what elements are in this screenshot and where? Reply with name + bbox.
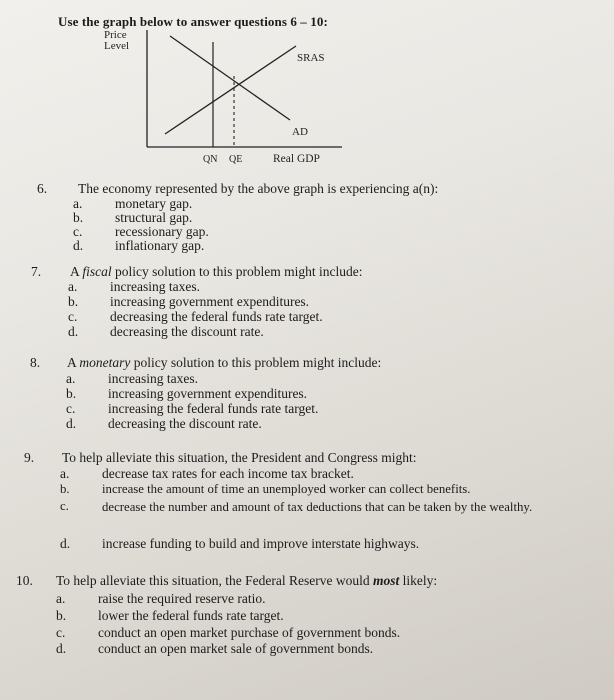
question-number: 8. bbox=[30, 355, 41, 370]
instructions-heading: Use the graph below to answer questions 6 – 10: bbox=[58, 14, 328, 29]
sras-curve bbox=[165, 46, 296, 134]
question-number: 7. bbox=[31, 264, 42, 279]
question-number: 6. bbox=[37, 181, 48, 196]
question-6: 6. The economy represented by the above graph is experiencing a(n): a. monetary gap. b. structural gap. c. recessionary gap. d. inflationary gap. bbox=[37, 181, 439, 253]
question-stem: To help alleviate this situation, the President and Congress might: bbox=[62, 450, 417, 465]
y-axis-label-price: Price bbox=[104, 29, 127, 41]
question-7: 7. A fiscal policy solution to this problem might include: a. increasing taxes. b. increasing government expenditures. c. decreasing the federal funds rate target. d. decreasing the discount rate. bbox=[31, 264, 363, 339]
ad-label: AD bbox=[292, 126, 308, 138]
question-8: 8. A monetary policy solution to this problem might include: a. increasing taxes. b. increasing government expenditures. c. increasing the federal funds rate target. d. decreasing the discount rate. bbox=[30, 355, 382, 431]
question-stem: A fiscal policy solution to this problem might include: bbox=[70, 264, 363, 279]
y-axis-label-level: Level bbox=[104, 40, 130, 52]
question-number: 10. bbox=[16, 573, 33, 588]
question-number: 9. bbox=[24, 450, 35, 465]
qn-label: QN bbox=[203, 154, 218, 165]
question-stem: A monetary policy solution to this problem might include: bbox=[67, 355, 382, 370]
question-stem: The economy represented by the above graph is experiencing a(n): bbox=[78, 181, 439, 196]
sras-label: SRAS bbox=[297, 52, 325, 64]
question-10: 10. To help alleviate this situation, the Federal Reserve would most likely: a. raise the required reserve ratio. b. lower the federal funds rate target. c. conduct an open market purchase of government bonds. d. conduct an open market sale of government bonds. bbox=[16, 573, 438, 656]
x-axis-label: Real GDP bbox=[273, 153, 320, 165]
ad-sras-graph bbox=[0, 0, 614, 180]
question-9: 9. To help alleviate this situation, the President and Congress might: a. decrease tax rates for each income tax bracket. b. increase the amount of time an unemployed worker can collect benefits. c. decrease the number and amount of tax deductions that can be taken by the wealthy. d. increase funding to build and improve interstate highways. bbox=[24, 450, 533, 551]
ad-curve bbox=[170, 36, 290, 120]
qe-label: QE bbox=[229, 154, 243, 165]
question-stem: To help alleviate this situation, the Federal Reserve would most likely: bbox=[56, 573, 438, 588]
